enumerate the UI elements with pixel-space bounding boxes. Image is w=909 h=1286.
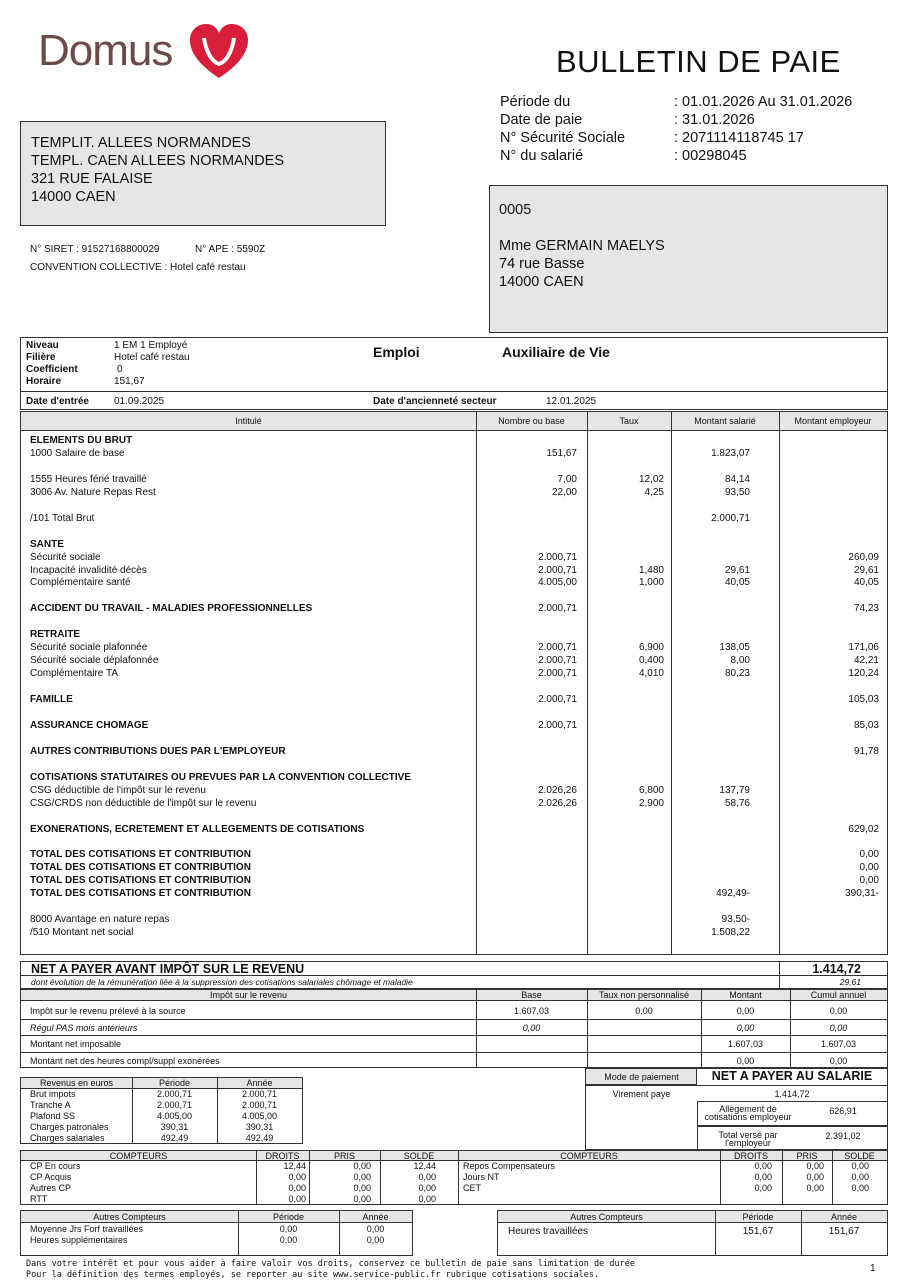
allegement-value: 626,91 bbox=[829, 1106, 857, 1116]
convention: CONVENTION COLLECTIVE : Hotel café restau bbox=[30, 262, 246, 273]
compteur-left-pris: 0,00 bbox=[353, 1172, 371, 1182]
row-label: Incapacité invalidité décès bbox=[30, 564, 147, 576]
secu-value: : 2071114118745 17 bbox=[674, 130, 804, 146]
impot-row-base: 1.607,03 bbox=[513, 1006, 550, 1016]
entree-value: 01.09.2025 bbox=[114, 396, 165, 407]
revenus-row-label: Plafond SS bbox=[30, 1111, 76, 1121]
compteur-left-pris: 0,00 bbox=[353, 1161, 371, 1171]
compteur-right-label: CET bbox=[463, 1183, 481, 1193]
entree-label: Date d'entrée bbox=[26, 396, 89, 407]
compteur-left-label: Autres CP bbox=[30, 1183, 72, 1193]
autres-right-header-1: Période bbox=[742, 1212, 774, 1222]
employer-line4: 14000 CAEN bbox=[31, 189, 116, 205]
revenus-row-periode: 492,49 bbox=[160, 1133, 189, 1143]
revenus-row-annee: 4.005,00 bbox=[241, 1111, 278, 1121]
siret: N° SIRET : 91527168800029 bbox=[30, 244, 160, 255]
autres-left-header-2: Année bbox=[362, 1212, 389, 1222]
revenus-row-annee: 2.000,71 bbox=[241, 1089, 278, 1099]
anciennete-value: 12.01.2025 bbox=[546, 396, 597, 407]
footer-text bbox=[26, 1259, 635, 1281]
autres-right-header-0: Autres Compteurs bbox=[570, 1212, 643, 1222]
revenus-row-annee: 390,31 bbox=[245, 1122, 274, 1132]
row-salarie: 93,50 bbox=[724, 486, 750, 498]
compteur-left-label: CP En cours bbox=[30, 1161, 81, 1171]
total-verse-value: 2.391,02 bbox=[825, 1131, 861, 1141]
row-label: ELEMENTS DU BRUT bbox=[30, 435, 133, 446]
compteur-left-droits: 0,00 bbox=[288, 1194, 306, 1204]
row-label: EXONERATIONS, ECRETEMENT ET ALLEGEMENTS DE COTISATIONS bbox=[30, 823, 365, 835]
autres-right-label: Heures travaillées bbox=[508, 1226, 589, 1237]
row-label: Sécurité sociale plafonnée bbox=[30, 642, 148, 654]
row-employeur: 40,05 bbox=[853, 577, 879, 589]
row-label: Complémentaire santé bbox=[30, 577, 131, 589]
row-base: 2.000,71 bbox=[538, 642, 577, 654]
compteurs-table bbox=[20, 1150, 888, 1205]
row-employeur: 120,24 bbox=[848, 668, 879, 680]
heart-logo-icon bbox=[188, 22, 250, 82]
row-salarie: 137,79 bbox=[719, 784, 750, 796]
impot-row-label: Montant net des heures compl/suppl exonérées bbox=[30, 1056, 220, 1067]
niveau-label: Niveau bbox=[26, 340, 59, 351]
periode-label: Période du bbox=[500, 94, 571, 110]
employer-box bbox=[20, 121, 386, 226]
net-salarie-label: NET A PAYER AU SALARIE bbox=[711, 1069, 873, 1083]
row-label: CSG/CRDS non déductible de l'impôt sur le revenu bbox=[30, 797, 257, 809]
impot-row-cumul: 0,00 bbox=[829, 1006, 848, 1016]
compteur-right-pris: 0,00 bbox=[806, 1172, 824, 1182]
autres-compteurs-right bbox=[497, 1210, 888, 1256]
row-salarie: 29,61 bbox=[724, 564, 750, 576]
revenus-row-periode: 2.000,71 bbox=[156, 1089, 193, 1099]
compteurs-header-right: COMPTEURS bbox=[560, 1151, 618, 1161]
coef-value: 0 bbox=[117, 364, 123, 375]
horaire-label: Horaire bbox=[26, 376, 62, 387]
revenus-table bbox=[20, 1077, 303, 1144]
row-employeur: 74,23 bbox=[853, 603, 879, 615]
row-salarie: 2.000,71 bbox=[711, 512, 750, 524]
row-label: TOTAL DES COTISATIONS ET CONTRIBUTION bbox=[30, 875, 251, 887]
net-salarie-value: 1.414,72 bbox=[774, 1089, 810, 1099]
row-label: ACCIDENT DU TRAVAIL - MALADIES PROFESSIONNELLES bbox=[30, 603, 313, 615]
row-salarie: 492,49- bbox=[716, 888, 750, 900]
row-label: FAMILLE bbox=[30, 694, 73, 705]
row-taux: 1,000 bbox=[638, 577, 664, 589]
periode-value: : 01.01.2026 Au 31.01.2026 bbox=[674, 94, 853, 110]
row-employeur: 0,00 bbox=[859, 849, 879, 861]
autres-left-periode: 0,00 bbox=[279, 1224, 298, 1234]
row-employeur: 260,09 bbox=[848, 551, 879, 563]
page-number: 1 bbox=[870, 1263, 876, 1274]
employee-box bbox=[489, 185, 888, 333]
main-table bbox=[20, 411, 888, 955]
row-taux: 4,010 bbox=[638, 668, 664, 680]
row-label: RETRAITE bbox=[30, 629, 80, 641]
header-montant-salarie: Montant salarié bbox=[694, 416, 756, 426]
employer-line1: TEMPLIT. ALLEES NORMANDES bbox=[31, 135, 251, 151]
emploi-label: Emploi bbox=[373, 344, 420, 360]
total-verse-label: Total versé par l'employeur bbox=[718, 1130, 778, 1148]
paiement-box bbox=[585, 1068, 888, 1150]
compteur-right-pris: 0,00 bbox=[806, 1161, 824, 1171]
revenus-row-annee: 492,49 bbox=[245, 1133, 274, 1143]
employee-city: 14000 CAEN bbox=[499, 274, 584, 290]
net-avant-impot-box bbox=[20, 961, 888, 989]
revenus-header-0: Revenus en euros bbox=[39, 1078, 114, 1088]
row-label: TOTAL DES COTISATIONS ET CONTRIBUTION bbox=[30, 862, 251, 874]
compteur-right-label: Jours NT bbox=[463, 1172, 500, 1182]
row-base: 2.000,71 bbox=[538, 551, 577, 563]
header-montant-employeur: Montant employeur bbox=[794, 416, 872, 426]
compteur-left-solde: 0,00 bbox=[418, 1172, 436, 1182]
compteur-right-droits: 0,00 bbox=[754, 1161, 772, 1171]
compteur-right-droits: 0,00 bbox=[754, 1183, 772, 1193]
row-employeur: 85,03 bbox=[853, 719, 879, 731]
impot-row-montant: 0,00 bbox=[736, 1022, 755, 1033]
row-taux: 6,800 bbox=[638, 784, 664, 796]
compteur-left-pris: 0,00 bbox=[353, 1194, 371, 1204]
dates-box bbox=[20, 391, 888, 410]
date-value: : 31.01.2026 bbox=[674, 112, 755, 128]
revenus-row-label: Charges patronales bbox=[30, 1122, 109, 1132]
row-taux: 1,480 bbox=[638, 564, 664, 576]
net-avant-value: 1.414,72 bbox=[812, 962, 861, 976]
row-employeur: 0,00 bbox=[859, 875, 879, 887]
compteur-left-droits: 0,00 bbox=[288, 1183, 306, 1193]
row-base: 2.000,71 bbox=[538, 694, 577, 705]
emploi-value: Auxiliaire de Vie bbox=[502, 344, 610, 360]
row-label: 8000 Avantage en nature repas bbox=[30, 914, 170, 926]
coef-label: Coefficient bbox=[26, 364, 78, 375]
page-title: BULLETIN DE PAIE bbox=[556, 44, 841, 79]
autres-left-annee: 0,00 bbox=[366, 1224, 385, 1234]
net-avant-label: NET A PAYER AVANT IMPÔT SUR LE REVENU bbox=[31, 962, 305, 976]
compteur-left-label: RTT bbox=[30, 1194, 48, 1204]
row-base: 22,00 bbox=[551, 486, 577, 498]
footer-line1: Dans votre intérêt et pour vous aider à faire valoir vos droits, conservez ce bulletin de paie sans limitation de durée bbox=[26, 1259, 635, 1269]
revenus-row-annee: 2.000,71 bbox=[241, 1100, 278, 1110]
impot-header-2: Taux non personnalisé bbox=[598, 990, 690, 1000]
row-label: SANTE bbox=[30, 538, 64, 550]
salarie-label: N° du salarié bbox=[500, 148, 584, 164]
row-base: 2.026,26 bbox=[538, 784, 577, 796]
compteurs-header-solde-right: SOLDE bbox=[844, 1151, 875, 1161]
header-info bbox=[500, 93, 880, 165]
row-base: 4.005,00 bbox=[538, 577, 577, 589]
row-label: 1000 Salaire de base bbox=[30, 447, 125, 459]
row-label: ASSURANCE CHOMAGE bbox=[30, 719, 149, 731]
row-employeur: 0,00 bbox=[859, 862, 879, 874]
ape: N° APE : 5590Z bbox=[195, 244, 266, 255]
compteurs-header-droits-left: DROITS bbox=[265, 1151, 300, 1161]
row-salarie: 1.508,22 bbox=[711, 927, 750, 939]
autres-right-header-2: Année bbox=[830, 1212, 858, 1222]
row-salarie: 58,76 bbox=[724, 797, 750, 809]
employee-name: Mme GERMAIN MAELYS bbox=[499, 238, 665, 254]
row-label: Sécurité sociale bbox=[30, 551, 101, 563]
revenus-row-label: Charges salariales bbox=[30, 1133, 105, 1143]
employment-info-box bbox=[20, 337, 888, 392]
autres-right-annee: 151,67 bbox=[828, 1226, 860, 1237]
allegement-label: Allègement de cotisations employeur bbox=[704, 1104, 792, 1122]
impot-header-4: Cumul annuel bbox=[810, 990, 867, 1000]
employee-code: 0005 bbox=[499, 202, 532, 218]
row-label: AUTRES CONTRIBUTIONS DUES PAR L'EMPLOYEUR bbox=[30, 745, 286, 757]
row-base: 151,67 bbox=[546, 447, 577, 459]
compteur-left-solde: 0,00 bbox=[418, 1183, 436, 1193]
net-avant-sub-value: 29,61 bbox=[839, 977, 861, 987]
header-taux: Taux bbox=[619, 416, 639, 426]
compteurs-header-pris-left: PRIS bbox=[333, 1151, 355, 1161]
secu-label: N° Sécurité Sociale bbox=[500, 130, 626, 146]
impot-row-base: 0,00 bbox=[522, 1022, 541, 1033]
net-avant-sub-label: dont évolution de la rémunération liée à la suppression des cotisations salariales chômage et maladie bbox=[31, 977, 413, 987]
impot-header-0: Impôt sur le revenu bbox=[209, 990, 288, 1000]
revenus-header-2: Année bbox=[246, 1078, 273, 1088]
row-label: TOTAL DES COTISATIONS ET CONTRIBUTION bbox=[30, 849, 251, 861]
revenus-row-periode: 390,31 bbox=[160, 1122, 189, 1132]
row-base: 2.000,71 bbox=[538, 668, 577, 680]
row-taux: 2,900 bbox=[638, 797, 664, 809]
company-logo bbox=[38, 26, 172, 76]
date-label: Date de paie bbox=[500, 112, 583, 128]
row-label: CSG déductible de l'impôt sur le revenu bbox=[30, 784, 206, 796]
niveau-value: 1 EM 1 Employé bbox=[114, 340, 188, 351]
autres-left-periode: 0,00 bbox=[279, 1235, 298, 1245]
impot-row-cumul: 0,00 bbox=[829, 1056, 848, 1067]
row-employeur: 171,06 bbox=[848, 642, 879, 654]
compteurs-header-pris-right: PRIS bbox=[796, 1151, 818, 1161]
row-employeur: 42,21 bbox=[853, 655, 879, 667]
mode-value: Virement paye bbox=[612, 1089, 671, 1099]
row-salarie: 8,00 bbox=[730, 655, 750, 667]
compteur-left-pris: 0,00 bbox=[353, 1183, 371, 1193]
row-salarie: 80,23 bbox=[724, 668, 750, 680]
row-base: 2.000,71 bbox=[538, 564, 577, 576]
row-salarie: 40,05 bbox=[724, 577, 750, 589]
compteur-left-solde: 0,00 bbox=[418, 1194, 436, 1204]
row-label: Complémentaire TA bbox=[30, 668, 118, 680]
compteurs-header-solde-left: SOLDE bbox=[403, 1151, 435, 1161]
compteur-left-label: CP Acquis bbox=[30, 1172, 72, 1182]
impot-table bbox=[20, 989, 888, 1068]
employer-line2: TEMPL. CAEN ALLEES NORMANDES bbox=[31, 153, 285, 169]
autres-left-header-0: Autres Compteurs bbox=[93, 1212, 166, 1222]
revenus-row-periode: 2.000,71 bbox=[156, 1100, 193, 1110]
autres-left-annee: 0,00 bbox=[366, 1235, 385, 1245]
row-base: 2.026,26 bbox=[538, 797, 577, 809]
header-base: Nombre ou base bbox=[498, 416, 565, 426]
row-label: Sécurité sociale déplafonnée bbox=[30, 655, 159, 667]
autres-left-label: Moyenne Jrs Forf travaillées bbox=[30, 1224, 144, 1234]
filiere-value: Hotel café restau bbox=[114, 352, 190, 363]
compteur-left-droits: 0,00 bbox=[288, 1172, 306, 1182]
row-taux: 6,900 bbox=[638, 642, 664, 654]
row-employeur: 629,02 bbox=[848, 823, 879, 835]
row-salarie: 138,05 bbox=[719, 642, 750, 654]
employee-street: 74 rue Basse bbox=[499, 256, 585, 272]
revenus-row-label: Brut impots bbox=[30, 1089, 76, 1099]
row-taux: 0,400 bbox=[638, 655, 664, 667]
header-intitule: Intitulé bbox=[235, 416, 262, 426]
row-label: 3006 Av. Nature Repas Rest bbox=[30, 486, 156, 498]
row-label: /101 Total Brut bbox=[30, 512, 95, 524]
row-taux: 4,25 bbox=[644, 486, 664, 498]
row-employeur: 390,31- bbox=[845, 888, 879, 900]
compteur-right-droits: 0,00 bbox=[754, 1172, 772, 1182]
row-label: /510 Montant net social bbox=[30, 927, 134, 939]
revenus-row-label: Tranche A bbox=[30, 1100, 71, 1110]
impot-row-label: Régul PAS mois antérieurs bbox=[30, 1022, 138, 1033]
compteurs-header-droits-right: DROITS bbox=[733, 1151, 768, 1161]
compteur-right-solde: 0,00 bbox=[851, 1161, 869, 1171]
impot-row-label: Impôt sur le revenu prélevé à la source bbox=[30, 1006, 186, 1016]
row-taux: 12,02 bbox=[638, 473, 664, 485]
salarie-value: : 00298045 bbox=[674, 148, 747, 164]
autres-left-header-1: Période bbox=[272, 1212, 305, 1222]
impot-row-cumul: 0,00 bbox=[829, 1022, 848, 1033]
compteur-right-label: Repos Compensateurs bbox=[463, 1161, 556, 1171]
row-base: 2.000,71 bbox=[538, 719, 577, 731]
compteurs-header-left: COMPTEURS bbox=[109, 1151, 168, 1161]
impot-row-montant: 1.607,03 bbox=[727, 1039, 764, 1050]
employer-line3: 321 RUE FALAISE bbox=[31, 171, 153, 187]
row-base: 7,00 bbox=[557, 473, 577, 485]
revenus-row-periode: 4.005,00 bbox=[156, 1111, 193, 1121]
mode-label: Mode de paiement bbox=[604, 1072, 679, 1082]
row-employeur: 105,03 bbox=[848, 694, 879, 705]
row-salarie: 84,14 bbox=[724, 473, 750, 485]
row-salarie: 93,50- bbox=[721, 914, 750, 926]
compteur-right-solde: 0,00 bbox=[851, 1183, 869, 1193]
impot-row-montant: 0,00 bbox=[736, 1056, 755, 1067]
autres-right-periode: 151,67 bbox=[742, 1226, 774, 1237]
horaire-value: 151,67 bbox=[114, 376, 145, 387]
autres-left-label: Heures supplémentaires bbox=[30, 1235, 128, 1245]
row-label: COTISATIONS STATUTAIRES OU PREVUES PAR LA CONVENTION COLLECTIVE bbox=[30, 771, 411, 783]
impot-header-3: Montant bbox=[729, 990, 762, 1000]
row-label: TOTAL DES COTISATIONS ET CONTRIBUTION bbox=[30, 888, 251, 900]
row-base: 2.000,71 bbox=[538, 603, 577, 615]
footer-line2: Pour la définition des termes employés, se reporter au site www.service-public.fr rubrique cotisations sociales. bbox=[26, 1270, 600, 1280]
row-salarie: 1.823,07 bbox=[711, 447, 750, 459]
compteur-left-solde: 12,44 bbox=[413, 1161, 436, 1171]
impot-header-1: Base bbox=[521, 990, 542, 1000]
impot-row-montant: 0,00 bbox=[736, 1006, 755, 1016]
compteur-right-pris: 0,00 bbox=[806, 1183, 824, 1193]
compteur-left-droits: 12,44 bbox=[283, 1161, 306, 1171]
row-label: 1555 Heures férié travaillé bbox=[30, 473, 147, 485]
filiere-label: Filière bbox=[26, 352, 56, 363]
row-employeur: 29,61 bbox=[853, 564, 879, 576]
row-base: 2.000,71 bbox=[538, 655, 577, 667]
autres-compteurs-left bbox=[20, 1210, 413, 1256]
impot-row-label: Montant net imposable bbox=[30, 1039, 122, 1050]
row-employeur: 91,78 bbox=[853, 745, 879, 757]
logo-text: Domus bbox=[38, 26, 173, 75]
impot-row-cumul: 1.607,03 bbox=[820, 1039, 857, 1050]
impot-row-taux: 0,00 bbox=[635, 1006, 653, 1016]
anciennete-label: Date d'ancienneté secteur bbox=[373, 396, 497, 407]
revenus-header-1: Période bbox=[158, 1078, 191, 1088]
compteur-right-solde: 0,00 bbox=[851, 1172, 869, 1182]
